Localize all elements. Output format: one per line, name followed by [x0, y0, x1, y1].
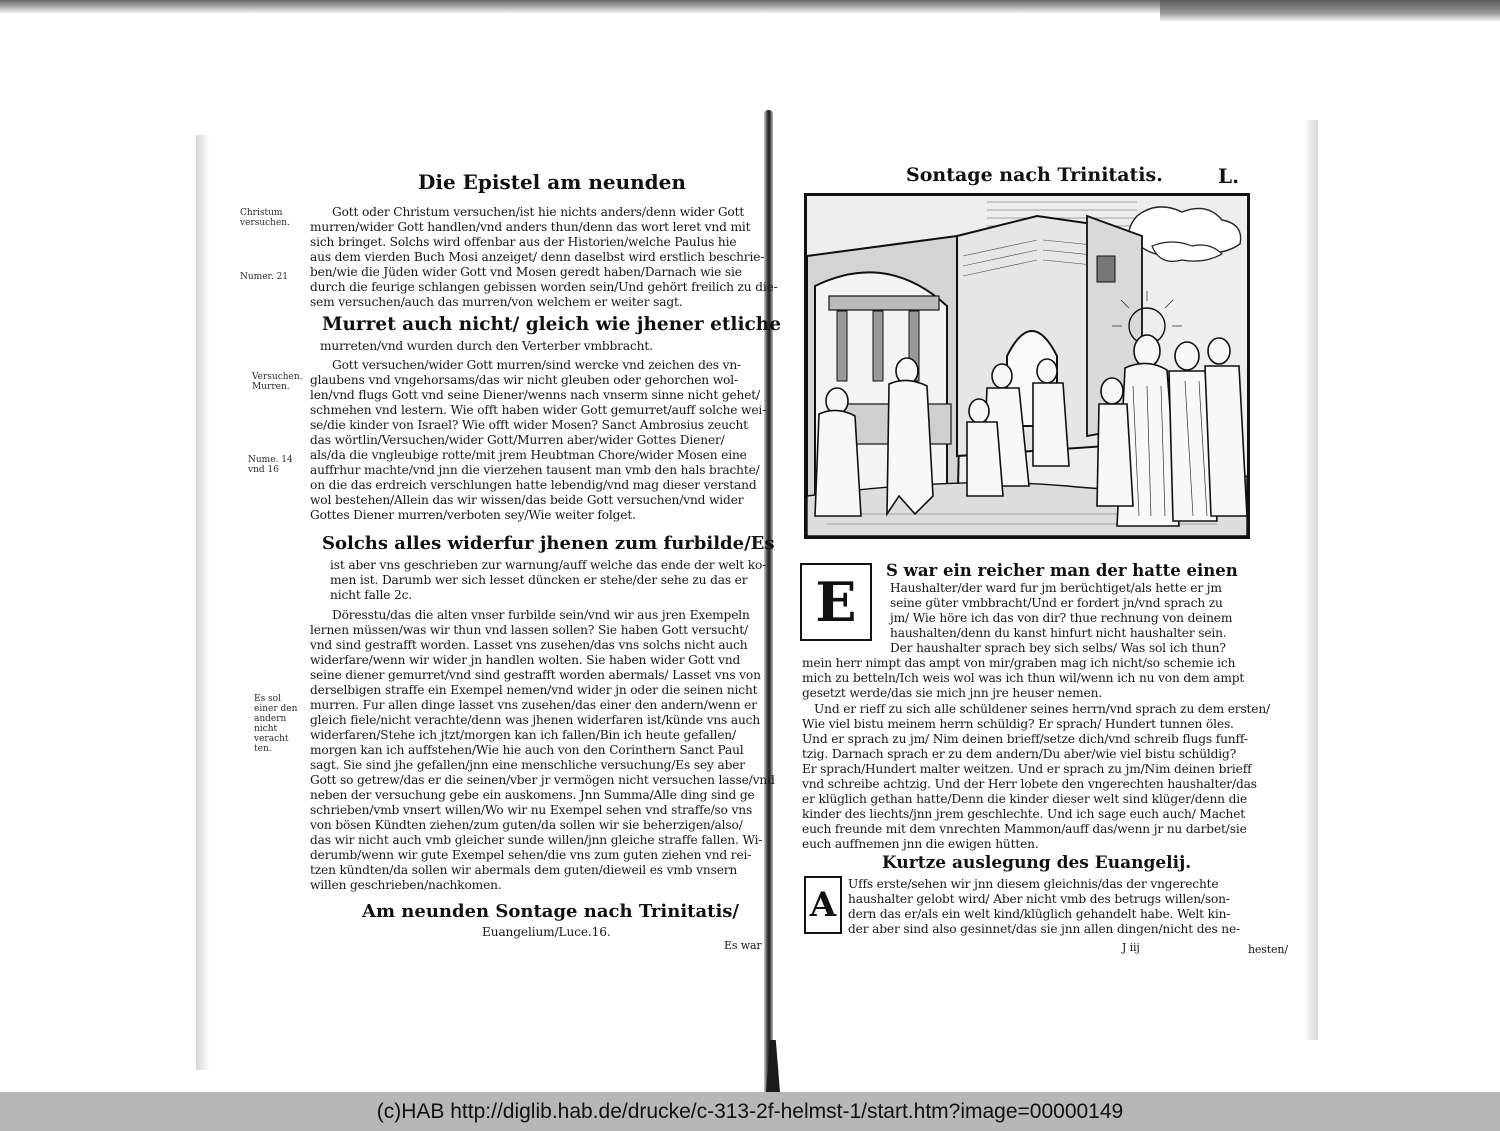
paragraph-line: ben/wie die Jüden wider Gott vnd Mosen geredt haben/Darnach wie sie: [310, 265, 742, 279]
margin-note: Es sol einer den andern nicht veracht ten.: [254, 694, 298, 754]
paragraph-line: wol bestehen/Allein das wir wissen/das beide Gott versuchen/vnd wider: [310, 493, 744, 507]
catchword: hesten/: [1248, 943, 1288, 956]
decorated-initial: [804, 876, 842, 934]
gospel-title: Am neunden Sontage nach Trinitatis/: [362, 901, 739, 922]
initial-letter: E: [815, 570, 857, 634]
paragraph-line: derumb/wenn wir gute Exempel sehen/die vns zum guten ziehen vnd rei-: [310, 848, 752, 862]
margin-note: Versuchen. Murren.: [252, 372, 303, 392]
paragraph-line: lernen müssen/was wir thun vnd lassen sollen? Sie haben Gott versucht/: [310, 623, 748, 637]
paragraph-line: murren. Fur allen dinge lasset vns zusehen/das einer den andern/wenn er: [310, 698, 757, 712]
gospel-reference: Euangelium/Luce.16.: [482, 925, 611, 939]
paragraph-line: tzig. Darnach sprach er zu dem andern/Du aber/wie viel bistu schüldig?: [802, 747, 1237, 761]
footer-credit-text: (c)HAB http://diglib.hab.de/drucke/c-313-2f-helmst-1/start.htm?image=00000149: [376, 1099, 1124, 1123]
left-page-edge: [196, 135, 210, 1070]
paragraph-line: jm/ Wie höre ich das von dir? thue rechnung von deinem: [890, 611, 1233, 625]
paragraph-line: das wörtlin/Versuchen/wider Gott/Murren aber/wider Gottes Diener/: [310, 433, 725, 447]
margin-note: Nume. 14 vnd 16: [248, 455, 293, 475]
paragraph-line: morgen kan ich auffstehen/Wie hie auch von den Corinthern Sanct Paul: [310, 743, 744, 757]
left-page: [210, 0, 781, 1131]
signature-mark: J iij: [1122, 941, 1140, 954]
paragraph-line: das wir nicht auch vmb gleicher sunde willen/jnn gleiche straffe fallen. Wi-: [310, 833, 763, 847]
paragraph-line: Döresstu/das die alten vnser furbilde sein/vnd wir aus jren Exempeln: [332, 608, 750, 622]
gospel-opening-line: S war ein reicher man der hatte einen: [886, 561, 1238, 580]
paragraph-line: Der haushalter sprach bey sich selbs/ Was sol ich thun?: [890, 641, 1226, 655]
right-page-text: [790, 0, 1304, 1131]
paragraph-line: on die das erdreich verschlungen hatte lebendig/vnd mag dieser verstand: [310, 478, 757, 492]
paragraph-line: willen geschrieben/nachkomen.: [310, 878, 502, 892]
paragraph-line: Gott oder Christum versuchen/ist hie nichts anders/denn wider Gott: [332, 205, 745, 219]
margin-note: Numer. 21: [240, 272, 289, 282]
section-heading: Kurtze auslegung des Euangelij.: [882, 853, 1192, 873]
paragraph-line: aus dem vierden Buch Mosi anzeiget/ denn daselbst wird erstlich beschrie-: [310, 250, 765, 264]
paragraph-line: sagt. Sie sind jhe gefallen/jnn eine menschliche versuchung/Es sey aber: [310, 758, 745, 772]
heading-subline: men ist. Darumb wer sich lesset düncken er stehe/der sehe zu das er: [330, 573, 748, 587]
paragraph-line: vnd schreibe achtzig. Und der Herr lobete den vngerechten haushalter/das: [802, 777, 1257, 791]
paragraph-line: murren/wider Gott handlen/vnd anders thun/denn das wort leret vnd mit: [310, 220, 751, 234]
paragraph-line: mich zu betteln/Ich weis wol was ich thun wil/wenn ich nu von dem ampt: [802, 671, 1245, 685]
paragraph-line: schrieben/vmb vnsert willen/Wo wir nu Exempel sehen vnd straffe/so vns: [310, 803, 753, 817]
paragraph-line: widerfare/wenn wir wider jn handlen wolten. Sie haben wider Gott vnd: [310, 653, 741, 667]
catchword: Es war: [724, 939, 762, 952]
right-page-edge: [1304, 120, 1318, 1040]
paragraph-line: Er sprach/Hundert malter weitzen. Und er sprach zu jm/Nim deinen brieff: [802, 762, 1252, 776]
folio-number: L.: [1218, 164, 1240, 188]
section-heading: Murret auch nicht/ gleich wie jhener etliche: [322, 314, 781, 335]
paragraph-line: Und er sprach zu jm/ Nim deinen brieff/setze dich/vnd schreib flugs funff-: [802, 732, 1248, 746]
paragraph-line: seine diener gemurret/vnd sind gestrafft worden abermals/ Lasset vns von: [310, 668, 761, 682]
paragraph-line: Und er rieff zu sich alle schüldener seines herrn/vnd sprach zu dem ersten/: [814, 702, 1271, 716]
paragraph-line: gesetzt werde/das sie mich jnn jre heuser nemen.: [802, 686, 1103, 700]
paragraph-line: von bösen Kündten ziehen/zum guten/da sollen wir sie beherzigen/also/: [310, 818, 743, 832]
paragraph-line: schmehen vnd lestern. Wie offt haben wider Gott gemurret/auff solche wei-: [310, 403, 767, 417]
paragraph-line: sem versuchen/auch das murren/von welchem er weiter sagt.: [310, 295, 683, 309]
paragraph-line: derselbigen straffe ein Exempel nemen/vnd wider jn oder die seinen nicht: [310, 683, 758, 697]
paragraph-line: er klüglich gethan hatte/Denn die kinder dieser welt sind klüger/denn die: [802, 792, 1248, 806]
paragraph-line: euch auffnemen jnn die ewigen hütten.: [802, 837, 1039, 851]
paragraph-line: neben der versuchung gebe ein auskomens. Jnn Summa/Alle ding sind ge: [310, 788, 755, 802]
paragraph-line: sich bringet. Solchs wird offenbar aus der Historien/welche Paulus hie: [310, 235, 737, 249]
paragraph-line: Gottes Diener murren/verboten sey/Wie weiter folget.: [310, 508, 636, 522]
paragraph-line: glaubens vnd vngehorsams/das wir nicht gleuben oder gehorchen wol-: [310, 373, 738, 387]
paragraph-line: auffrhur machte/vnd jnn die vierzehen tausent man vmb den hals brachte/: [310, 463, 760, 477]
initial-letter: A: [809, 885, 837, 925]
paragraph-line: der aber sind also gesinnet/das sie jnn allen dingen/nicht des ne-: [848, 922, 1241, 936]
paragraph-line: Uffs erste/sehen wir jnn diesem gleichnis/das der vngerechte: [848, 877, 1219, 891]
paragraph-line: haushalten/denn du kanst hinfurt nicht haushalter sein.: [890, 626, 1227, 640]
book-gutter: [764, 110, 773, 1100]
paragraph-line: len/vnd flugs Gott vnd seine Diener/wenns nach vnserm sinne nicht gehet/: [310, 388, 760, 402]
paragraph-line: kinder des liechts/jnn jrem geschlechte. Und ich sage euch auch/ Machet: [802, 807, 1246, 821]
footer-credit-bar: [0, 1092, 1500, 1131]
paragraph-line: euch freunde mit dem vnrechten Mammon/auff das/wenn jr nu darbet/sie: [802, 822, 1247, 836]
paragraph-line: dern das er/als ein welt kind/klüglich gehandelt habe. Welt kin-: [848, 907, 1231, 921]
paragraph-line: se/die kinder von Israel? Wie offt wider Mosen? Sanct Ambrosius zeucht: [310, 418, 748, 432]
section-heading: Solchs alles widerfur jhenen zum furbilde/Es: [322, 533, 775, 554]
paragraph-line: Wie viel bistu meinem herrn schüldig? Er sprach/ Hundert tunnen öles.: [802, 717, 1234, 731]
paragraph-line: haushalter gelobt wird/ Aber nicht vmb des betrugs willen/son-: [848, 892, 1230, 906]
margin-note: Christum versuchen.: [240, 208, 290, 228]
paragraph-line: tzen kündten/da sollen wir abermals dem guten/dieweil es vmb vnsern: [310, 863, 738, 877]
running-head: Sontage nach Trinitatis.: [906, 164, 1163, 186]
paragraph-line: gleich fiele/nicht verachte/denn was jhenen widerfaren ist/künde vns auch: [310, 713, 761, 727]
paragraph-line: Haushalter/der ward fur jm berüchtiget/als hette er jm: [890, 581, 1222, 595]
paragraph-line: durch die feurige schlangen gebissen worden sein/Und gehört freilich zu die-: [310, 280, 778, 294]
paragraph-line: mein herr nimpt das ampt von mir/graben mag ich nicht/so schemie ich: [802, 656, 1236, 670]
heading-subline: nicht falle 2c.: [330, 588, 413, 602]
left-page-title: Die Epistel am neunden: [418, 170, 686, 194]
paragraph-line: seine güter vmbbracht/Und er fordert jn/vnd sprach zu: [890, 596, 1223, 610]
heading-subline: ist aber vns geschrieben zur warnung/auff welche das ende der welt ko-: [330, 558, 767, 572]
decorated-initial: [800, 563, 872, 641]
paragraph-line: als/da die vngleubige rotte/mit jrem Heubtman Chore/wider Mosen eine: [310, 448, 747, 462]
paragraph-line: Gott so getrew/das er die seinen/vber jr vermögen nicht versuchen lasse/vnd: [310, 773, 775, 787]
paragraph-line: widerfaren/Stehe ich jtzt/morgen kan ich fallen/Bin ich heute gefallen/: [310, 728, 736, 742]
paragraph-line: vnd sind gestrafft worden. Lasset vns zusehen/das vns solchs nicht auch: [310, 638, 748, 652]
paragraph-line: Gott versuchen/wider Gott murren/sind wercke vnd zeichen des vn-: [332, 358, 742, 372]
heading-subline: murreten/vnd wurden durch den Verterber vmbbracht.: [320, 339, 653, 353]
